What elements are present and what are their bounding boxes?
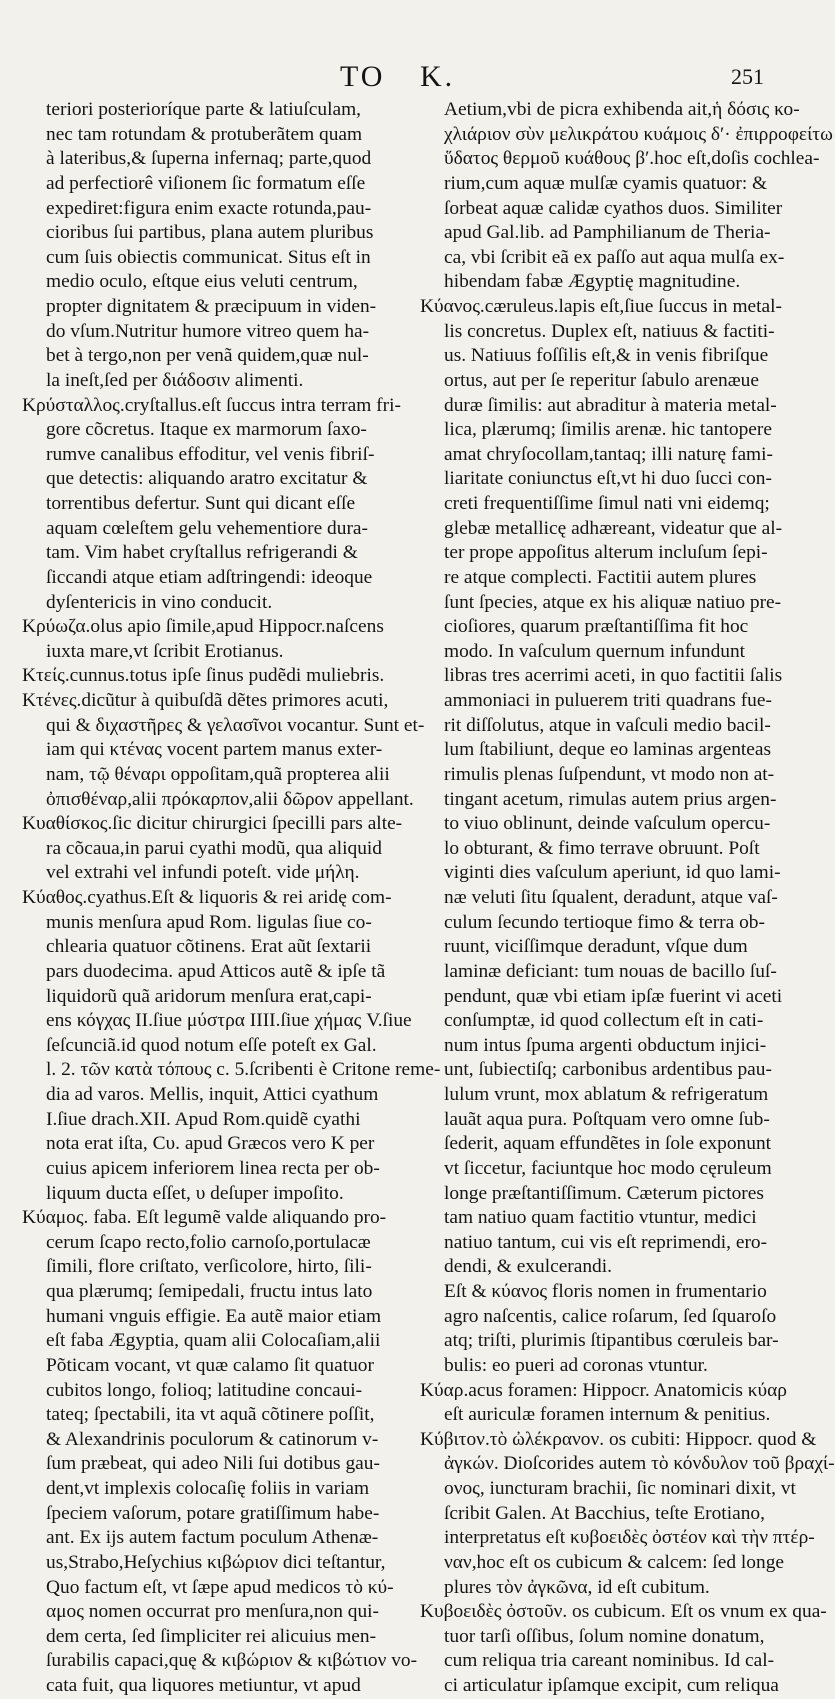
entry-headword-line: Κύανος.cæruleus.lapis eſt,ſiue ſuccus in metal- bbox=[420, 296, 782, 317]
header-left-word: TO bbox=[340, 60, 386, 93]
text-line: ſum præbeat, qui adeo Nili ſui dotibus gau- bbox=[46, 1453, 380, 1475]
text-line: eſt faba Ægyptia, quam alii Colocaſiam,alii bbox=[46, 1330, 381, 1352]
text-line: ruunt, viciſſimque deradunt, vſque dum bbox=[444, 936, 748, 958]
text-line: cata fuit, qua liquores metiuntur, vt apud bbox=[46, 1675, 361, 1696]
text-line: laminæ deficiant: tum nouas de bacillo ſuſ- bbox=[444, 960, 777, 982]
text-line: que detectis: aliquando aratro excitatur & bbox=[46, 468, 368, 490]
text-line: unt, ſubiectiſq; carbonibus ardentibus pau- bbox=[444, 1059, 772, 1081]
entry-headword-line: Κύαμος. faba. Eſt legumẽ valde aliquando pro- bbox=[22, 1207, 387, 1229]
text-line: humani vnguis effigie. Ea autẽ maior etiam bbox=[46, 1305, 382, 1327]
text-line: nec tam rotundam & protuberãtem quam bbox=[46, 123, 363, 145]
text-line: & Alexandrinis poculorum & catinorum v- bbox=[46, 1428, 379, 1450]
text-line: tam natiuo quam factitio vtuntur, medici bbox=[444, 1207, 757, 1229]
text-line: viginti dies vaſculum aperiunt, id quo lami- bbox=[444, 862, 781, 884]
text-line: plures τὸν ἀγκῶνα, id eſt cubitum. bbox=[444, 1576, 710, 1598]
text-line: vel extrahi vel infundi poteſt. vide μήλη. bbox=[46, 862, 360, 884]
text-line: cioribus ſui partibus, plana autem pluribus bbox=[46, 222, 374, 244]
text-line: ra cõcaua,in parui cyathi modũ, qua aliquid bbox=[46, 837, 382, 859]
text-line: ſpeciem vaſorum, potare gratiſſimum habe- bbox=[46, 1502, 380, 1524]
left-text-column bbox=[22, 98, 441, 1699]
text-line: tuor tarſi oſſibus, ſolum nomine donatum, bbox=[444, 1625, 765, 1647]
entry-headword-line: Κύβιτον.τὸ ὠλέκρανον. os cubiti: Hippocr. quod & bbox=[420, 1428, 817, 1450]
text-line: la ineſt,ſed per διάδοσιν alimenti. bbox=[46, 369, 304, 391]
text-line: iam qui κτένας vocent partem manus exter- bbox=[46, 739, 383, 761]
text-line: tam. Vim habet cryſtallus refrigerandi & bbox=[46, 542, 358, 564]
text-line: rimulis plenas ſuſpendunt, vt modo non at- bbox=[444, 763, 775, 785]
text-line: us. Natiuus foſſilis eſt,& in venis fibriſque bbox=[444, 345, 769, 367]
entry-headword-line: Κρύσταλλος.cryſtallus.eſt ſuccus intra terram fri- bbox=[22, 394, 401, 416]
text-line: liaritate coniunctus eſt,vt hi duo ſucci con- bbox=[444, 468, 772, 490]
text-line: chlearia quatuor cõtinens. Erat aũt ſextarii bbox=[46, 936, 372, 958]
text-line: lica, plærumq; ſimilis arenæ. hic tantopere bbox=[444, 419, 772, 441]
text-line: lauãt aqua pura. Poſtquam vero omne ſub- bbox=[444, 1108, 770, 1130]
text-line: Põticam vocant, vt quæ calamo ſit quatuor bbox=[46, 1354, 374, 1376]
text-line: tateq; ſpectabili, ita vt aquã cõtinere poſſit, bbox=[46, 1404, 375, 1426]
text-line: propter dignitatem & præcipuum in viden- bbox=[46, 296, 377, 317]
text-line: Quo factum eſt, vt ſæpe apud medicos τὸ κύ- bbox=[46, 1576, 394, 1598]
text-line: lum ſtabiliunt, deque eo laminas argenteas bbox=[444, 739, 772, 761]
text-line: ci articulatur ipſamque excipit, cum reliqua bbox=[444, 1675, 779, 1696]
text-line: dendi, & exulcerandi. bbox=[444, 1256, 612, 1278]
text-line: ſcribit Galen. At Bacchius, teſte Erotiano, bbox=[444, 1502, 765, 1524]
text-line: medio oculo, eſtque eius veluti centrum, bbox=[46, 271, 358, 293]
text-line: iuxta mare,vt ſcribit Erotianus. bbox=[46, 640, 284, 662]
text-line: to viuo oblinunt, deinde vaſculum opercu- bbox=[444, 813, 771, 835]
text-line: ſiccandi atque etiam adſtringendi: ideoque bbox=[46, 566, 373, 588]
running-header bbox=[0, 60, 800, 100]
text-line: duræ ſimilis: aut abraditur à materia metal- bbox=[444, 394, 777, 416]
text-line: liquidorũ quã aridorum menſura erat,capi- bbox=[46, 985, 372, 1007]
text-line: ſorbeat aquæ calidæ cyathos duos. Similiter bbox=[444, 197, 783, 219]
text-line: num intus ſpuma argenti obductum injici- bbox=[444, 1034, 767, 1056]
text-line: munis menſura apud Rom. ligulas ſiue co- bbox=[46, 911, 372, 933]
text-line: ammoniaci in puluerem triti quadrans fue- bbox=[444, 690, 772, 711]
text-line: longe præſtantiſſimum. Cæterum pictores bbox=[444, 1182, 764, 1204]
text-line: ſeſcunciã.id quod notum eſſe poteſt ex Gal. bbox=[46, 1034, 377, 1056]
text-line: natiuo tantum, cui vis eſt reprimendi, ero- bbox=[444, 1231, 768, 1253]
text-line: ant. Ex ijs autem factum poculum Athenæ- bbox=[46, 1527, 379, 1549]
text-line: rium,cum aquæ mulſæ cyamis quatuor: & bbox=[444, 172, 768, 194]
entry-headword-line: Κτείς.cunnus.totus ipſe ſinus pudẽdi muliebris. bbox=[22, 665, 385, 687]
text-line: creti frequentiſſime ſimul nati vni eidemq; bbox=[444, 493, 770, 514]
text-line: rumve canalibus effoditur, vel venis fibriſ- bbox=[46, 443, 375, 465]
text-line: torrentibus defertur. Sunt qui dicant eſſe bbox=[46, 493, 356, 514]
text-line: ſimili, flore criſtato, verſicolore, hirto, ſili- bbox=[46, 1256, 372, 1278]
text-line: atq; triſti, plurimis ſtipantibus cœruleis bar- bbox=[444, 1330, 779, 1352]
text-line: cum ſuis obiectis communicat. Situs eſt in bbox=[46, 246, 371, 268]
text-line: amat chryſocollam,tantaq; illi naturę fami- bbox=[444, 443, 773, 465]
text-line: bet à tergo,non per venã quidem,quæ nul- bbox=[46, 345, 369, 367]
text-line: interpretatus eſt κυβοειδὲς ὀστέον καὶ τὴν πτέρ- bbox=[444, 1527, 815, 1549]
text-line: culum ſecundo tertioque fimo & terra ob- bbox=[444, 911, 765, 933]
text-line: ſederit, aquam effundẽtes in ſole exponunt bbox=[444, 1133, 772, 1155]
text-line: ter prope appoſitus alterum incluſum ſepi- bbox=[444, 542, 768, 564]
text-line: bulis: eo pueri ad coronas vtuntur. bbox=[444, 1354, 708, 1376]
text-line: expediret:figura enim exacte rotunda,pau- bbox=[46, 197, 372, 219]
text-line: apud Gal.lib. ad Pamphilianum de Theria- bbox=[444, 222, 771, 244]
text-line: teriori posterioríque parte & latiuſculam, bbox=[46, 99, 361, 120]
text-line: ὀπισθέναρ,alii πρόκαρπον,alii δῶρον appellant. bbox=[46, 788, 414, 810]
text-line: us,Strabo,Heſychius κιβώριον dici teſtantur, bbox=[46, 1551, 386, 1573]
text-line: I.ſiue drach.XII. Apud Rom.quidẽ cyathi bbox=[46, 1108, 361, 1130]
text-line: re atque complecti. Factitii autem plures bbox=[444, 566, 757, 588]
entry-headword-line: Κύαρ.acus foramen: Hippocr. Anatomicis κύαρ bbox=[420, 1379, 787, 1401]
text-line: dem certa, ſed ſimpliciter rei alicuius men- bbox=[46, 1625, 377, 1647]
text-line: cuius apicem inferiorem linea recta per ob- bbox=[46, 1157, 380, 1179]
text-line: cioſiores, quarum præſtantiſſima fit hoc bbox=[444, 616, 749, 638]
text-line: dent,vt implexis colocaſię foliis in variam bbox=[46, 1478, 370, 1499]
text-line: lulum vrunt, mox ablatum & refrigeratum bbox=[444, 1084, 769, 1105]
text-line: rit diſſolutus, atque in vaſculi medio bacil- bbox=[444, 714, 771, 736]
text-line: ναν,hoc eſt os cubicum & calcem: ſed longe bbox=[444, 1551, 784, 1573]
text-line: nam, τῷ θέναρι oppoſitam,quã propterea alii bbox=[46, 763, 390, 785]
page-number: 251 bbox=[731, 64, 764, 89]
text-line: ſurabilis capaci,quę & κιβώριον & κιβώτιον vo- bbox=[46, 1650, 418, 1672]
text-line: αμος nomen occurrat pro menſura,non qui- bbox=[46, 1601, 380, 1623]
text-line: ονος, iuncturam brachii, ſic nominari dixit, vt bbox=[444, 1478, 796, 1499]
entry-headword-line: Κρύωζα.olus apio ſimile,apud Hippocr.naſcens bbox=[22, 616, 384, 638]
text-line: aquam cœleſtem gelu vehementiore dura- bbox=[46, 517, 368, 539]
text-line: gore cõcretus. Itaque ex marmorum ſaxo- bbox=[46, 419, 367, 441]
text-line: tingant acetum, rimulas autem prius argen- bbox=[444, 788, 777, 810]
text-line: qua plærumq; ſemipedali, fructu intus lato bbox=[46, 1281, 373, 1302]
text-line: modo. In vaſculum quernum infundunt bbox=[444, 640, 746, 662]
text-line: Aetium,vbi de picra exhibenda ait,ἡ δόσις κο- bbox=[444, 99, 800, 120]
text-line: glebæ metallicę adhæreant, videatur que al- bbox=[444, 517, 783, 539]
header-right-word: K. bbox=[420, 60, 456, 93]
entry-headword-line: Κυβοειδὲς ὀστοῦν. os cubicum. Eſt os vnum ex qua- bbox=[420, 1601, 827, 1623]
text-line: ſunt ſpecies, atque ex his aliquæ natiuo pre- bbox=[444, 591, 782, 613]
text-line: pendunt, quæ vbi etiam ipſæ fuerint vi aceti bbox=[444, 985, 783, 1007]
text-line: dia ad varos. Mellis, inquit, Attici cyathum bbox=[46, 1084, 379, 1105]
right-text-column bbox=[420, 98, 835, 1699]
text-line: ἀγκών. Dioſcorides autem τὸ κόνδυλον τοῦ βραχί- bbox=[444, 1453, 835, 1475]
text-line: vt ſiccetur, faciuntque hoc modo cęruleum bbox=[444, 1157, 772, 1179]
text-line: qui & διχαστῆρες & γελασῖνοι vocantur. Sunt et- bbox=[46, 714, 425, 736]
text-line: dyſentericis in vino conducit. bbox=[46, 591, 273, 613]
text-line: pars duodecima. apud Atticos autẽ & ipſe tã bbox=[46, 960, 386, 982]
text-line: l. 2. τῶν κατὰ τόπους c. 5.ſcribenti è Critone reme- bbox=[46, 1059, 441, 1081]
text-line: do vſum.Nutritur humore vitreo quem ha- bbox=[46, 320, 370, 342]
text-line: χλιάριον σὺν μελικράτου κυάμοις δʹ· ἐπιρροφείτω bbox=[444, 123, 833, 145]
text-line: lo obturant, & fimo terrave obruunt. Poſt bbox=[444, 837, 760, 859]
text-line: ad perfectiorê viſionem ſic formatum eſſe bbox=[46, 172, 366, 194]
entry-headword-line: Κτένες.dicũtur à quibuſdã dẽtes primores acuti, bbox=[22, 690, 389, 711]
entry-headword-line: Κυαθίσκος.ſic dicitur chirurgici ſpecilli pars alte- bbox=[22, 813, 403, 835]
text-line: ca, vbi ſcribit eã ex paſſo aut aqua mulſa ex- bbox=[444, 246, 785, 268]
text-line: cerum ſcapo recto,folio carnoſo,portulacæ bbox=[46, 1231, 371, 1253]
text-line: lis concretus. Duplex eſt, natiuus & factiti- bbox=[444, 320, 775, 342]
text-line: hibendam fabæ Ægyptię magnitudine. bbox=[444, 271, 741, 293]
text-line: conſumptæ, id quod collectum eſt in cati- bbox=[444, 1010, 764, 1032]
text-line: næ veluti ſitu ſqualent, deradunt, atque vaſ- bbox=[444, 887, 778, 908]
text-line: eſt auriculæ foramen internum & penitius. bbox=[444, 1404, 771, 1426]
text-line: ens κόγχας II.ſiue μύστρα IIII.ſiue χήμας V.ſiue bbox=[46, 1010, 412, 1032]
text-line: Eſt & κύανος floris nomen in frumentario bbox=[444, 1281, 767, 1302]
text-line: agro naſcentis, calice roſarum, ſed ſquaroſo bbox=[444, 1305, 777, 1327]
entry-headword-line: Κύαθος.cyathus.Eſt & liquoris & rei aridę com- bbox=[22, 887, 392, 908]
text-line: libras tres acerrimi aceti, in quo factitii ſalis bbox=[444, 665, 783, 687]
text-line: nota erat iſta, Cυ. apud Græcos vero K per bbox=[46, 1133, 375, 1155]
text-line: ὕδατος θερμοῦ κυάθους βʹ.hoc eſt,doſis cochlea- bbox=[444, 148, 820, 170]
text-line: cubitos longo, folioq; latitudine concaui- bbox=[46, 1379, 363, 1401]
text-line: cum reliqua tria careant nominibus. Id cal- bbox=[444, 1650, 775, 1672]
text-line: ortus, aut per ſe reperitur ſabulo arenæue bbox=[444, 369, 759, 391]
text-line: à lateribus,& ſuperna infernaq; parte,quod bbox=[46, 148, 372, 170]
text-line: liquum ducta eſſet, υ deſuper impoſito. bbox=[46, 1182, 344, 1204]
